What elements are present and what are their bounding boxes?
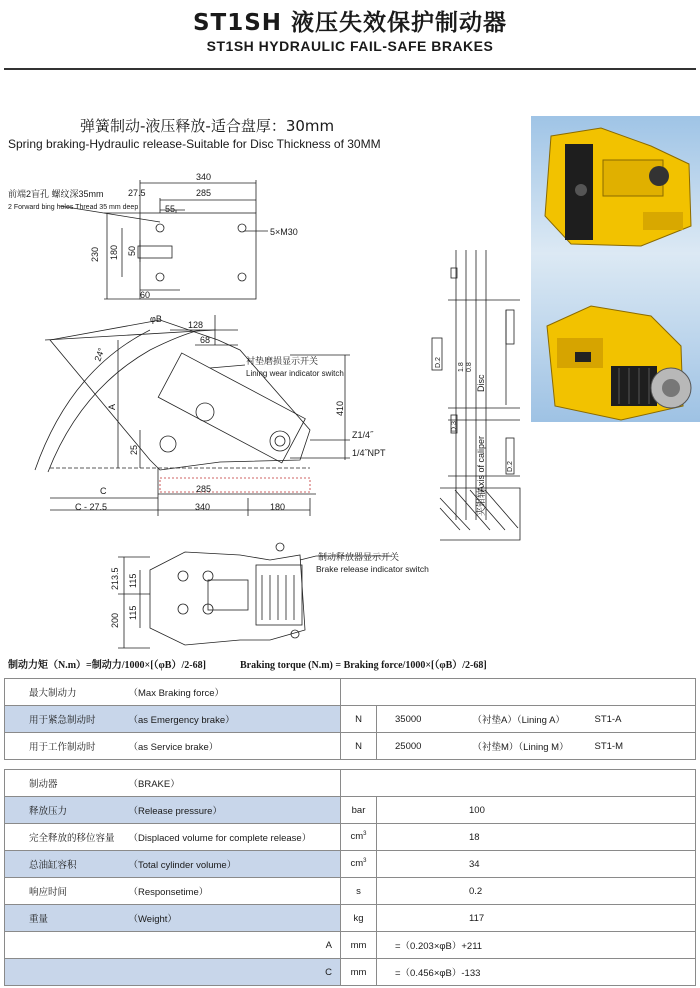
model-cell: ST1-A: [591, 706, 696, 733]
table-row: [5, 932, 696, 959]
value-cell: 18: [377, 824, 696, 851]
brake-photo-top: [545, 128, 691, 246]
row-label-en: （Displaced volume for complete release）: [125, 824, 341, 851]
dim-115-b: 115: [128, 605, 138, 620]
unit-cell: N: [341, 733, 377, 760]
dim-115-a: 115: [128, 573, 138, 588]
row-label-en: （BRAKE）: [125, 770, 341, 797]
value-cell: 35000: [377, 706, 469, 733]
disc-label: Disc: [476, 374, 486, 392]
value-cell: 0.2: [377, 878, 696, 905]
dim-27-5: 27.5: [128, 188, 146, 198]
torque-formula-cn: 制动力矩（N.m）=制动力/1000×[（φB）/2-68]: [8, 660, 206, 671]
top-note-cn: 前端2盲孔 螺纹深35mm: [8, 189, 104, 199]
row-label-cn: 总油缸容积: [5, 851, 125, 878]
unit-cell: N: [341, 706, 377, 733]
port-z: Z1/4˝: [352, 430, 374, 440]
dim-1-8: 1.8: [458, 362, 465, 372]
table-row: [5, 679, 696, 706]
dim-68: 68: [200, 335, 211, 345]
caliper-axis-cn: 夹钳轴: [476, 488, 486, 516]
dim-a: A: [107, 403, 117, 410]
dim-d2-b: D.2: [507, 461, 514, 472]
value-cell: 117: [377, 905, 696, 932]
lining-cell: [469, 706, 591, 733]
top-note-en: 2 Forward bing holes Thread 35 mm deep: [8, 204, 139, 211]
dim-285-side: 285: [196, 484, 212, 494]
caliper-axis-en: Axis of caliper: [476, 435, 486, 492]
release-switch-cn: 制动释放器显示开关: [318, 552, 400, 562]
unit-cell: mm: [341, 959, 377, 986]
dim-60: 60: [140, 290, 151, 300]
dim-340: 340: [196, 172, 212, 182]
dim-0-8: 0.8: [466, 362, 473, 372]
dim-285: 285: [196, 188, 212, 198]
page-subtitle-en: ST1SH HYDRAULIC FAIL-SAFE BRAKES: [206, 38, 494, 54]
dim-230: 230: [90, 246, 100, 262]
wear-switch-cn: 衬垫磨损显示开关: [246, 356, 319, 366]
product-photos: [531, 116, 700, 422]
dim-180-side: 180: [270, 502, 286, 512]
value-cell: =（0.203×φB）+211: [377, 932, 696, 959]
unit-cell: mm: [341, 932, 377, 959]
dim-c-minus: C - 27.5: [75, 502, 108, 512]
row-label-en: （Total cylinder volume）: [125, 851, 341, 878]
brake-spec-table: [4, 769, 696, 986]
table-row: [5, 851, 696, 878]
row-label-en: （Weight）: [125, 905, 341, 932]
table-row: [5, 824, 696, 851]
row-label-en: （Max Braking force）: [125, 679, 341, 706]
row-label-cn: 重量: [5, 905, 125, 932]
dim-d3: D.3: [451, 421, 458, 432]
dim-50: 50: [127, 245, 137, 256]
row-label-cn: 完全释放的移位容量: [5, 824, 125, 851]
table-row: [5, 733, 696, 760]
row-label-en: （Responsetime）: [125, 878, 341, 905]
lining-cn: （衬垫A）: [472, 715, 517, 726]
unit-cell: $cm^3$: [341, 851, 377, 878]
technical-drawing: [0, 150, 530, 650]
value-cell: 34: [377, 851, 696, 878]
table-row: [5, 770, 696, 797]
dim-d2-a: D.2: [435, 357, 442, 368]
table-row: [5, 878, 696, 905]
lining-en: （Lining M）: [518, 742, 569, 753]
dim-128: 128: [188, 320, 204, 330]
dim-180: 180: [109, 244, 119, 260]
unit-cell: s: [341, 878, 377, 905]
release-switch-en: Brake release indicator switch: [316, 564, 429, 574]
row-label-cn: 最大制动力: [5, 679, 125, 706]
row-label-en: （as Service brake）: [125, 733, 341, 760]
model-cell: ST1-M: [591, 733, 696, 760]
dim-55: 55: [165, 204, 176, 214]
dim-24deg: 24°: [92, 346, 107, 363]
torque-formula-en: Braking torque (N.m) = Braking force/1000×[（φB）/2-68]: [240, 660, 487, 671]
row-label-cn: 制动器: [5, 770, 125, 797]
row-label-cn: 响应时间: [5, 878, 125, 905]
lining-cell: [469, 733, 591, 760]
lining-cn: （衬垫M）: [472, 742, 519, 753]
wear-switch-en: Lining wear indicator switch: [246, 369, 344, 378]
unit-cell: kg: [341, 905, 377, 932]
row-label-cn: 用于紧急制动时: [5, 706, 125, 733]
dim-213-5: 213.5: [110, 567, 120, 590]
page-title: ST1SH 液压失效保护制动器: [192, 10, 508, 36]
value-cell: 25000: [377, 733, 469, 760]
table-row: [5, 905, 696, 932]
title-divider: [4, 68, 696, 70]
value-cell: =（0.456×φB）-133: [377, 959, 696, 986]
formula-label: A: [5, 932, 341, 959]
spec-heading-en: Spring braking-Hydraulic release-Suitable for Disc Thickness of 30MM: [8, 137, 381, 151]
dim-200: 200: [110, 612, 120, 628]
row-label-en: （Release pressure）: [125, 797, 341, 824]
spec-heading-cn: 弹簧制动-液压释放-适合盘厚：30mm: [80, 117, 335, 135]
unit-cell: $cm^3$: [341, 824, 377, 851]
table-row: [5, 959, 696, 986]
dim-410: 410: [335, 400, 345, 416]
port-npt: 1/4˝NPT: [352, 448, 386, 458]
dim-phi-b: φB: [150, 314, 162, 324]
dim-c: C: [100, 486, 107, 496]
brake-photo-bottom: [547, 306, 691, 420]
formula-label: C: [5, 959, 341, 986]
table-row: [5, 706, 696, 733]
value-cell: 100: [377, 797, 696, 824]
dim-5xm30: 5×M30: [270, 227, 298, 237]
row-label-en: （as Emergency brake）: [125, 706, 341, 733]
row-label-cn: 用于工作制动时: [5, 733, 125, 760]
row-label-cn: 释放压力: [5, 797, 125, 824]
braking-force-table: [4, 678, 696, 760]
unit-cell: bar: [341, 797, 377, 824]
lining-en: （Lining A）: [516, 715, 565, 726]
dim-340-side: 340: [195, 502, 211, 512]
table-row: [5, 797, 696, 824]
dim-25: 25: [129, 444, 139, 455]
